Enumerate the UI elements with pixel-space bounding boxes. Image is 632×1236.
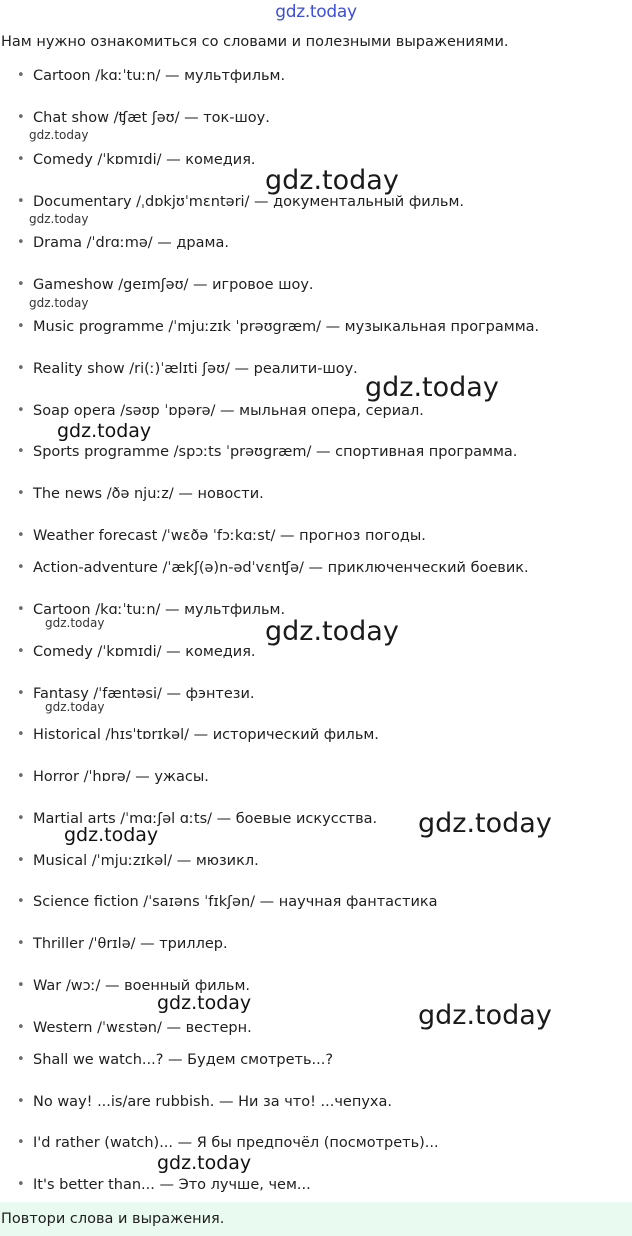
watermark: gdz.today	[64, 824, 159, 846]
watermark: gdz.today	[45, 700, 105, 714]
bullet-icon: •	[17, 936, 25, 951]
bullet-icon: •	[17, 1020, 25, 1035]
bullet-icon: •	[17, 853, 25, 868]
watermark: gdz.today	[157, 992, 252, 1014]
watermark: gdz.today	[29, 128, 89, 142]
bullet-icon: •	[17, 686, 25, 701]
bullet-icon: •	[17, 403, 25, 418]
bullet-icon: •	[17, 152, 25, 167]
bullet-icon: •	[17, 1135, 25, 1150]
watermark: gdz.today	[157, 1152, 252, 1174]
watermark: gdz.today	[418, 808, 552, 839]
watermark: gdz.today	[29, 212, 89, 226]
bullet-icon: •	[17, 110, 25, 125]
bullet-icon: •	[17, 486, 25, 501]
bullet-icon: •	[17, 811, 25, 826]
watermark: gdz.today	[29, 296, 89, 310]
bullet-icon: •	[17, 1094, 25, 1109]
footer-note: Повтори слова и выражения.	[0, 1202, 632, 1236]
bullet-icon: •	[17, 194, 25, 209]
bullet-icon: •	[17, 68, 25, 83]
bullet-icon: •	[17, 602, 25, 617]
bullet-icon: •	[17, 444, 25, 459]
bullet-icon: •	[17, 727, 25, 742]
bullet-icon: •	[17, 277, 25, 292]
bullet-icon: •	[17, 769, 25, 784]
watermark: gdz.today	[57, 420, 152, 442]
watermark: gdz.today	[45, 616, 105, 630]
bullet-icon: •	[17, 560, 25, 575]
intro-text: Нам нужно ознакомиться со словами и полезными выражениями.	[1, 34, 509, 50]
bullet-icon: •	[17, 361, 25, 376]
bullet-icon: •	[17, 235, 25, 250]
watermark: gdz.today	[418, 1000, 552, 1031]
bullet-icon: •	[17, 319, 25, 334]
watermark: gdz.today	[265, 165, 399, 196]
site-logo[interactable]: gdz.today	[275, 2, 357, 22]
bullet-icon: •	[17, 528, 25, 543]
watermark: gdz.today	[365, 372, 499, 403]
bullet-icon: •	[17, 1177, 25, 1192]
bullet-icon: •	[17, 644, 25, 659]
bullet-icon: •	[17, 1052, 25, 1067]
bullet-icon: •	[17, 894, 25, 909]
bullet-icon: •	[17, 978, 25, 993]
watermark: gdz.today	[265, 616, 399, 647]
